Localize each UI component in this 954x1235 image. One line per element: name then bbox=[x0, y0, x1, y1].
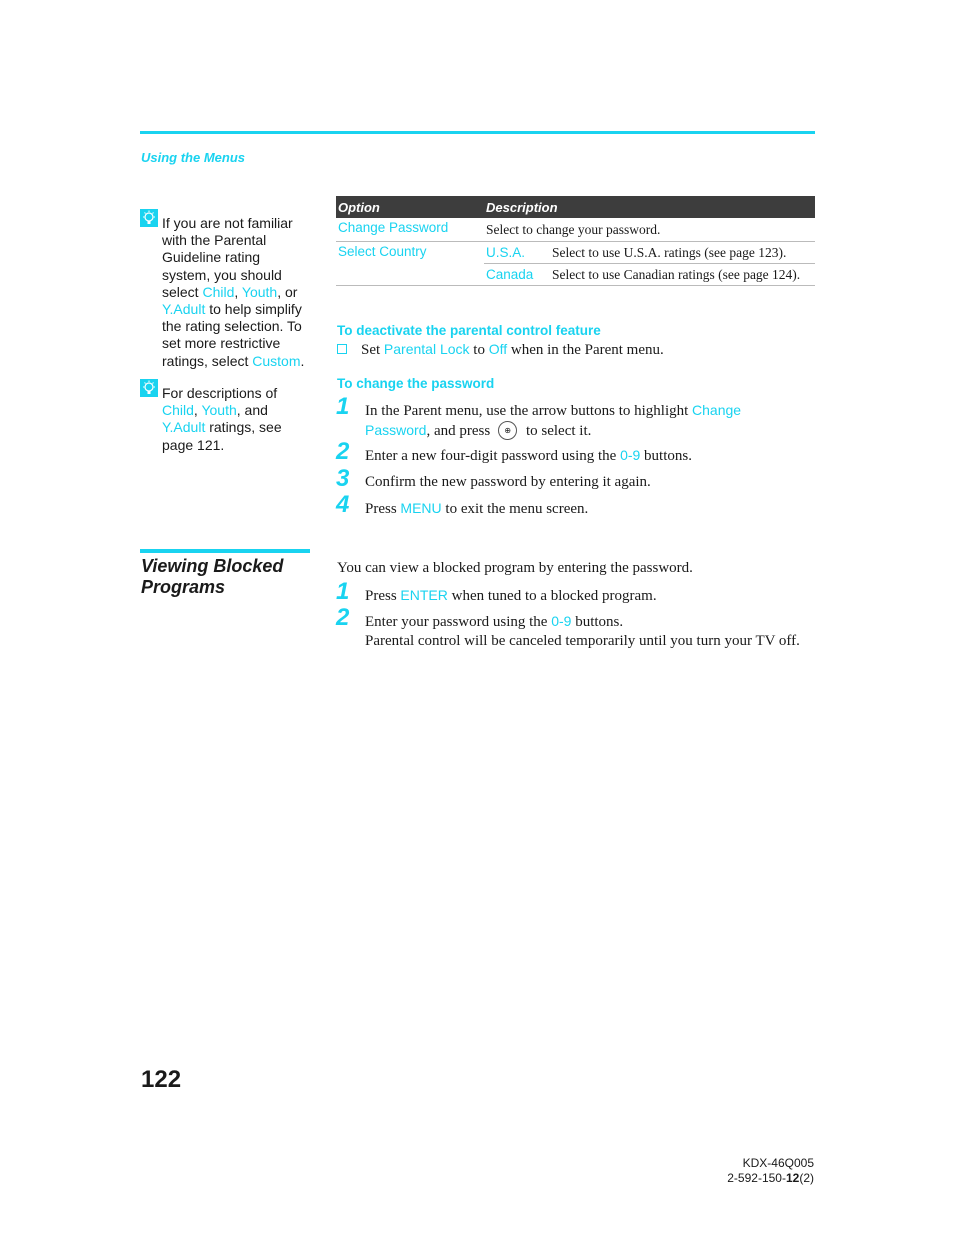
footer bbox=[727, 1156, 814, 1186]
suboption-usa: U.S.A. bbox=[484, 242, 550, 264]
rating-yadult: Y.Adult bbox=[162, 419, 206, 436]
viewing-intro: You can view a blocked program by entering the password. bbox=[337, 560, 693, 576]
tip-1 bbox=[140, 215, 310, 370]
change-password-heading: To change the password bbox=[337, 376, 495, 391]
rating-yadult: Y.Adult bbox=[162, 301, 206, 318]
step-number: 2 bbox=[336, 604, 350, 631]
suboption-description: Select to use U.S.A. ratings (see page 123). bbox=[550, 242, 815, 264]
table-header-row bbox=[336, 196, 815, 218]
lightbulb-icon bbox=[140, 209, 158, 227]
options-table bbox=[336, 196, 815, 286]
tip-2-text: For descriptions of Child, Youth, and Y.Adult ratings, see page 121. bbox=[162, 385, 282, 453]
rating-custom: Custom bbox=[252, 352, 301, 369]
step-text: Press MENU to exit the menu screen. bbox=[365, 500, 589, 517]
option-change-password: Change Password bbox=[336, 218, 484, 242]
section-title: Viewing Blocked Programs bbox=[141, 556, 284, 597]
step-number: 3 bbox=[336, 465, 350, 492]
checkbox-bullet-icon bbox=[337, 344, 347, 354]
table-row bbox=[336, 218, 815, 242]
section-rule bbox=[140, 549, 310, 553]
lightbulb-icon bbox=[140, 379, 158, 397]
rating-child: Child bbox=[202, 283, 235, 300]
model-number: KDX-46Q005 bbox=[742, 1156, 814, 1170]
tip-2 bbox=[140, 385, 310, 454]
step-text: Press ENTER when tuned to a blocked program. bbox=[365, 587, 657, 604]
step-number: 2 bbox=[336, 438, 350, 465]
table-row bbox=[336, 242, 815, 264]
document-code: 2-592-150-12(2) bbox=[727, 1171, 814, 1185]
tip-1-text: If you are not familiar with the Parental Guideline rating system, you should select Child, Youth, or Y.Adult to help simplify the rating selection. To set more restrictive ratings, select Custom. bbox=[162, 215, 305, 369]
table-header-description: Description bbox=[484, 196, 815, 218]
rating-youth: Youth bbox=[201, 402, 237, 419]
option-description: Select to change your password. bbox=[484, 218, 815, 242]
table-header-option: Option bbox=[336, 196, 484, 218]
page-number: 122 bbox=[141, 1066, 182, 1093]
step-number: 4 bbox=[336, 491, 350, 518]
rating-youth: Youth bbox=[241, 283, 278, 300]
step-text: Enter your password using the 0-9 buttons. Parental control will be canceled temporarily until you turn your TV off. bbox=[365, 613, 800, 649]
section-header: Using the Menus bbox=[141, 150, 246, 165]
header-rule bbox=[140, 131, 815, 134]
step-number: 1 bbox=[336, 578, 350, 605]
step-text: Confirm the new password by entering it again. bbox=[365, 474, 651, 490]
step-text: In the Parent menu, use the arrow buttons to highlight Change Password, and press ⊕ to select it. bbox=[365, 402, 742, 439]
step-number: 1 bbox=[336, 393, 350, 420]
option-select-country: Select Country bbox=[336, 242, 484, 286]
step-text: Enter a new four-digit password using the 0-9 buttons. bbox=[365, 447, 692, 464]
rating-child: Child bbox=[162, 402, 194, 419]
enter-button-icon: ⊕ bbox=[498, 421, 517, 440]
deactivate-instruction: Set Parental Lock to Off when in the Parent menu. bbox=[337, 340, 664, 360]
suboption-canada: Canada bbox=[484, 264, 550, 286]
deactivate-heading: To deactivate the parental control feature bbox=[337, 323, 601, 338]
suboption-description: Select to use Canadian ratings (see page 124). bbox=[550, 264, 815, 286]
